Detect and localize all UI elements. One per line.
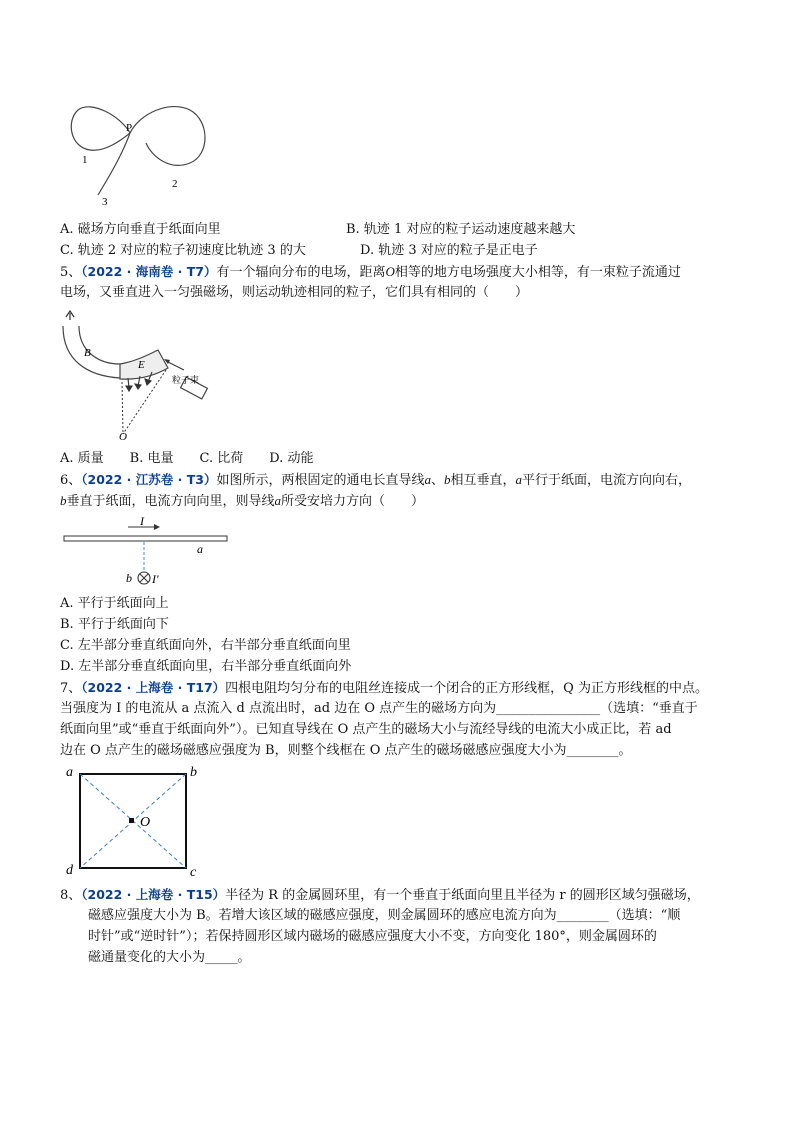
trajectory-figure bbox=[60, 95, 220, 210]
q6-option-d: D. 左半部分垂直纸面向里，右半部分垂直纸面向外 bbox=[60, 659, 352, 674]
q6-text-1c: 平行于纸面，电流方向向右， bbox=[522, 473, 692, 488]
q6-option-b: B. 平行于纸面向下 bbox=[60, 617, 169, 632]
magnetic-channel-outer bbox=[63, 326, 120, 378]
q6-line2 bbox=[60, 491, 424, 512]
q6-text-1b: 相互垂直， bbox=[450, 473, 516, 488]
q6-number: 6、 bbox=[60, 473, 82, 488]
fig-label-b2: b bbox=[126, 571, 132, 585]
square-frame-figure bbox=[62, 762, 212, 880]
fig-label-o: O bbox=[119, 431, 127, 442]
q6-a1: a bbox=[424, 472, 431, 487]
fig-label-o-center: O bbox=[140, 815, 151, 830]
q6-b1: b bbox=[443, 472, 451, 487]
fig-label-b-corner: b bbox=[190, 765, 197, 780]
fig-label-b: B bbox=[84, 347, 91, 359]
q6-b2: b bbox=[60, 493, 67, 508]
q6-sep: 、 bbox=[430, 473, 444, 488]
q6-text-2b: 所受安培力方向（ ） bbox=[281, 494, 425, 509]
q6-option-c: C. 左半部分垂直纸面向外，右半部分垂直纸面向里 bbox=[60, 638, 351, 653]
q5-line2: 电场，又垂直进入一匀强磁场，则运动轨迹相同的粒子，它们具有相同的（ ） bbox=[60, 285, 529, 300]
q7-text-1: 四根电阻均匀分布的电阻丝连接成一个闭合的正方形线框，Q 为正方形线框的中点。 bbox=[225, 681, 708, 696]
q8-line1 bbox=[60, 885, 700, 906]
q6-source: （2022 · 江苏卷 · T3） bbox=[81, 472, 217, 487]
fig-label-iprime: I′ bbox=[152, 572, 159, 586]
q5-options: A. 质量 B. 电量 C. 比荷 D. 动能 bbox=[60, 451, 314, 466]
q8-line2: 磁感应强度大小为 B。若增大该区域的磁感应强度，则金属圆环的感应电流方向为________（选填：“顺 bbox=[88, 908, 681, 923]
q8-line4: 磁通量变化的大小为_____。 bbox=[88, 950, 251, 965]
q7-number: 7、 bbox=[60, 681, 82, 696]
q4-option-b: B. 轨迹 1 对应的粒子运动速度越来越大 bbox=[346, 222, 576, 237]
fig-label-d-corner: d bbox=[66, 863, 73, 878]
wire-a bbox=[64, 536, 227, 541]
q6-text-2: 垂直于纸面，电流方向向里，则导线 bbox=[66, 494, 275, 509]
q6-text-1a: 如图所示，两根固定的通电长直导线 bbox=[216, 473, 425, 488]
radial-field-figure bbox=[58, 306, 218, 442]
q8-number: 8、 bbox=[60, 888, 82, 903]
q7-source: （2022 · 上海卷 · T17） bbox=[81, 680, 226, 695]
trajectory-3 bbox=[98, 133, 130, 195]
fig-label-e: E bbox=[138, 359, 145, 371]
q8-text-1: 半径为 R 的金属圆环里，有一个垂直于纸面向里且半径为 r 的圆形区域匀强磁场， bbox=[225, 888, 700, 903]
q7-line3: 纸面向里”或“垂直于纸面向外”）。已知直导线在 O 点产生的磁场大小与流经导线的电流大小成正比，若 ad bbox=[60, 722, 672, 737]
q8-line3: 时针”或“逆时针”）；若保持圆形区域内磁场的磁感应强度大小不变，方向变化 180°，则金属圆环的 bbox=[88, 929, 657, 944]
q4-option-a: A. 磁场方向垂直于纸面向里 bbox=[60, 222, 221, 237]
q7-line2: 当强度为 I 的电流从 a 点流入 d 点流出时，ad 边在 O 点产生的磁场方向为________________（选填：“垂直于 bbox=[60, 701, 698, 716]
q4-option-d: D. 轨迹 3 对应的粒子是正电子 bbox=[360, 243, 538, 258]
q6-line1 bbox=[60, 470, 691, 491]
q8-source: （2022 · 上海卷 · T15） bbox=[81, 887, 226, 902]
q6-a3: a bbox=[274, 493, 282, 508]
q6-option-a: A. 平行于纸面向上 bbox=[60, 596, 169, 611]
q5-number: 5、 bbox=[60, 265, 82, 280]
label-p: P bbox=[126, 122, 133, 134]
wire-b-into-page-icon bbox=[138, 572, 150, 584]
label-3: 3 bbox=[102, 196, 108, 208]
wires-figure bbox=[60, 512, 235, 592]
q6-a2: a bbox=[515, 472, 522, 487]
center-point-o bbox=[129, 818, 134, 823]
label-2: 2 bbox=[172, 178, 178, 190]
fig-label-c-corner: c bbox=[190, 865, 197, 880]
q5-text-1b: 相等的地方电场强度大小相等，有一束粒子流通过 bbox=[394, 265, 681, 280]
q5-source: （2022 · 海南卷 · T7） bbox=[81, 264, 217, 279]
label-1: 1 bbox=[82, 154, 88, 166]
q5-o: O bbox=[385, 264, 395, 279]
trajectory-1 bbox=[71, 107, 133, 150]
q5-text-1: 有一个辐向分布的电场，距离 bbox=[216, 265, 386, 280]
q5-line1 bbox=[60, 262, 681, 283]
q4-option-c: C. 轨迹 2 对应的粒子初速度比轨迹 3 的大 bbox=[60, 243, 306, 258]
fig-label-beam: 粒子束 bbox=[172, 375, 200, 385]
trajectory-2 bbox=[130, 107, 205, 166]
q7-line4: 边在 O 点产生的磁场磁感应强度为 B，则整个线框在 O 点产生的磁场磁感应强度大小为________。 bbox=[60, 743, 632, 758]
q7-line1 bbox=[60, 678, 708, 699]
fig-label-i: I bbox=[140, 514, 144, 528]
fig-label-a: a bbox=[197, 542, 203, 556]
fig-label-a-corner: a bbox=[66, 765, 73, 780]
